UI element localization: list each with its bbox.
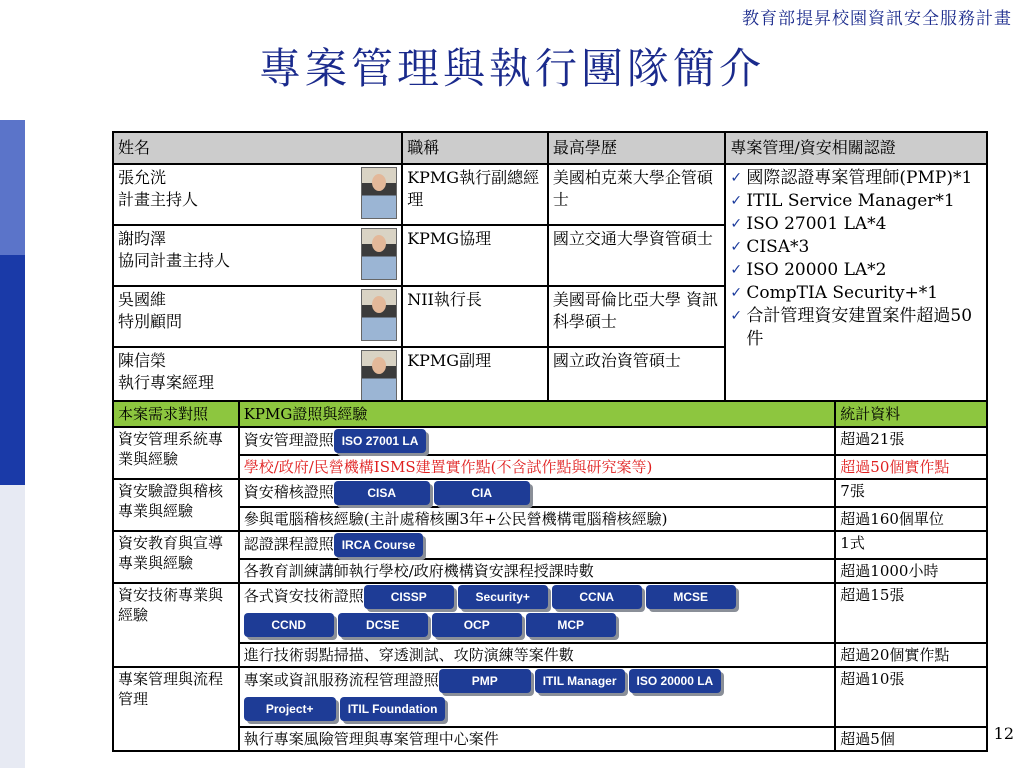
cert-chip: OCP bbox=[432, 613, 522, 637]
member-photo bbox=[361, 350, 397, 402]
team-header-name: 姓名 bbox=[113, 132, 402, 164]
cert-item: ✓ 國際認證專案管理師(PMP)*1 bbox=[730, 168, 973, 188]
requirements-table bbox=[112, 400, 988, 752]
cert-list bbox=[730, 167, 982, 351]
cert-list-cell bbox=[725, 164, 987, 408]
req-stat: 1式 bbox=[835, 531, 987, 559]
req-category: 資安驗證與稽核專業與經驗 bbox=[113, 479, 239, 531]
check-icon: ✓ bbox=[730, 239, 743, 255]
check-icon: ✓ bbox=[730, 170, 743, 186]
member-photo bbox=[361, 289, 397, 341]
cert-chip: ISO 27001 LA bbox=[334, 429, 427, 453]
req-stat: 7張 bbox=[835, 479, 987, 507]
table-row bbox=[113, 583, 987, 643]
member-title: KPMG執行副總經理 bbox=[402, 164, 548, 225]
cert-chip: MCSE bbox=[646, 585, 736, 609]
team-table bbox=[112, 131, 988, 409]
req-stat: 超過50個實作點 bbox=[835, 455, 987, 479]
table-row bbox=[113, 727, 987, 751]
cert-chip: ITIL Manager bbox=[535, 669, 625, 693]
cert-item: ✓ CISA*3 bbox=[730, 237, 810, 257]
page-number: 12 bbox=[993, 724, 1014, 743]
req-item: 進行技術弱點掃描、穿透測試、攻防演練等案件數 bbox=[239, 643, 836, 667]
req-category: 資安教育與宣導專業與經驗 bbox=[113, 531, 239, 583]
member-name: 謝昀澤 bbox=[118, 229, 167, 248]
team-header-title: 職稱 bbox=[402, 132, 548, 164]
check-icon: ✓ bbox=[730, 262, 743, 278]
req-stat: 超過21張 bbox=[835, 427, 987, 455]
cert-chip: ITIL Foundation bbox=[340, 697, 446, 721]
cert-chip: DCSE bbox=[338, 613, 428, 637]
table-row bbox=[113, 479, 987, 507]
req-stat: 超過5個 bbox=[835, 727, 987, 751]
req-item: 專案或資訊服務流程管理證照 PMP ITIL Manager ISO 20000 LA Project+ ITIL Foundation bbox=[239, 667, 836, 727]
table-row bbox=[113, 531, 987, 559]
req-item: 參與電腦稽核經驗(主計處稽核團3年+公民營機構電腦稽核經驗) bbox=[239, 507, 836, 531]
team-header-education: 最高學歷 bbox=[548, 132, 725, 164]
check-icon: ✓ bbox=[730, 193, 743, 209]
member-cell bbox=[113, 225, 402, 286]
cert-chip: CISSP bbox=[364, 585, 454, 609]
req-stat: 超過1000小時 bbox=[835, 559, 987, 583]
page-title: 專案管理與執行團隊簡介 bbox=[258, 44, 765, 93]
req-item: 學校/政府/民營機構ISMS建置實作點(不含試作點與研究案等) bbox=[239, 455, 836, 479]
member-education: 國立政治資管碩士 bbox=[548, 347, 725, 408]
cert-chip: Security+ bbox=[458, 585, 548, 609]
member-title: KPMG協理 bbox=[402, 225, 548, 286]
cert-chip: CCND bbox=[244, 613, 334, 637]
cert-chip: Project+ bbox=[244, 697, 336, 721]
cert-item: ✓ ITIL Service Manager*1 bbox=[730, 191, 955, 211]
cert-chip: IRCA Course bbox=[334, 533, 424, 557]
req-item: 各教育訓練講師執行學校/政府機構資安課程授課時數 bbox=[239, 559, 836, 583]
check-icon: ✓ bbox=[730, 216, 743, 232]
member-photo bbox=[361, 228, 397, 280]
cert-item: ✓ CompTIA Security+*1 bbox=[730, 283, 939, 303]
req-item: 執行專案風險管理與專案管理中心案件 bbox=[239, 727, 836, 751]
member-education: 美國哥倫比亞大學 資訊科學碩士 bbox=[548, 286, 725, 347]
check-icon: ✓ bbox=[730, 308, 743, 324]
cert-chip: CCNA bbox=[552, 585, 642, 609]
table-row bbox=[113, 455, 987, 479]
req-stat: 超過15張 bbox=[835, 583, 987, 643]
member-role: 執行專案經理 bbox=[118, 373, 215, 392]
cert-item: ✓ 合計管理資安建置案件超過50件 bbox=[730, 306, 973, 349]
member-role: 計畫主持人 bbox=[118, 190, 199, 209]
team-header-certs: 專案管理/資安相關認證 bbox=[725, 132, 987, 164]
req-item: 各式資安技術證照 CISSP Security+ CCNA MCSE CCND DCSE OCP MCP bbox=[239, 583, 836, 643]
req-category: 專案管理與流程管理 bbox=[113, 667, 239, 751]
cert-chip: ISO 20000 LA bbox=[629, 669, 722, 693]
req-stat: 超過10張 bbox=[835, 667, 987, 727]
table-row bbox=[113, 559, 987, 583]
req-item: 資安管理證照 ISO 27001 LA bbox=[239, 427, 836, 455]
req-header-requirement: 本案需求對照 bbox=[113, 401, 239, 427]
req-table-header bbox=[113, 401, 987, 427]
cert-chip: CISA bbox=[334, 481, 430, 505]
member-name: 張允洸 bbox=[118, 168, 167, 187]
member-title: NII執行長 bbox=[402, 286, 548, 347]
req-item: 資安稽核證照 CISA CIA bbox=[239, 479, 836, 507]
table-row bbox=[113, 427, 987, 455]
cert-chip: PMP bbox=[439, 669, 531, 693]
req-stat: 超過160個單位 bbox=[835, 507, 987, 531]
member-education: 國立交通大學資管碩士 bbox=[548, 225, 725, 286]
req-header-kpmg: KPMG證照與經驗 bbox=[239, 401, 836, 427]
cert-item: ✓ ISO 20000 LA*2 bbox=[730, 260, 887, 280]
member-photo bbox=[361, 167, 397, 219]
req-category: 資安管理系統專業與經驗 bbox=[113, 427, 239, 479]
team-row bbox=[113, 164, 987, 225]
team-table-header bbox=[113, 132, 987, 164]
check-icon: ✓ bbox=[730, 285, 743, 301]
member-name: 陳信榮 bbox=[118, 351, 167, 370]
header-org: 教育部提昇校園資訊安全服務計畫 bbox=[742, 9, 1012, 29]
req-item: 認證課程證照 IRCA Course bbox=[239, 531, 836, 559]
table-row bbox=[113, 643, 987, 667]
member-role: 協同計畫主持人 bbox=[118, 251, 231, 270]
member-title: KPMG副理 bbox=[402, 347, 548, 408]
sidebar-decoration bbox=[0, 0, 25, 768]
table-row bbox=[113, 507, 987, 531]
member-name: 吳國維 bbox=[118, 290, 167, 309]
req-stat: 超過20個實作點 bbox=[835, 643, 987, 667]
table-row bbox=[113, 667, 987, 727]
member-cell bbox=[113, 286, 402, 347]
cert-item: ✓ ISO 27001 LA*4 bbox=[730, 214, 887, 234]
cert-chip: MCP bbox=[526, 613, 616, 637]
req-category: 資安技術專業與經驗 bbox=[113, 583, 239, 667]
member-cell bbox=[113, 164, 402, 225]
member-role: 特別顧問 bbox=[118, 312, 183, 331]
member-education: 美國柏克萊大學企管碩士 bbox=[548, 164, 725, 225]
req-header-stats: 統計資料 bbox=[835, 401, 987, 427]
cert-chip: CIA bbox=[434, 481, 530, 505]
member-cell bbox=[113, 347, 402, 408]
